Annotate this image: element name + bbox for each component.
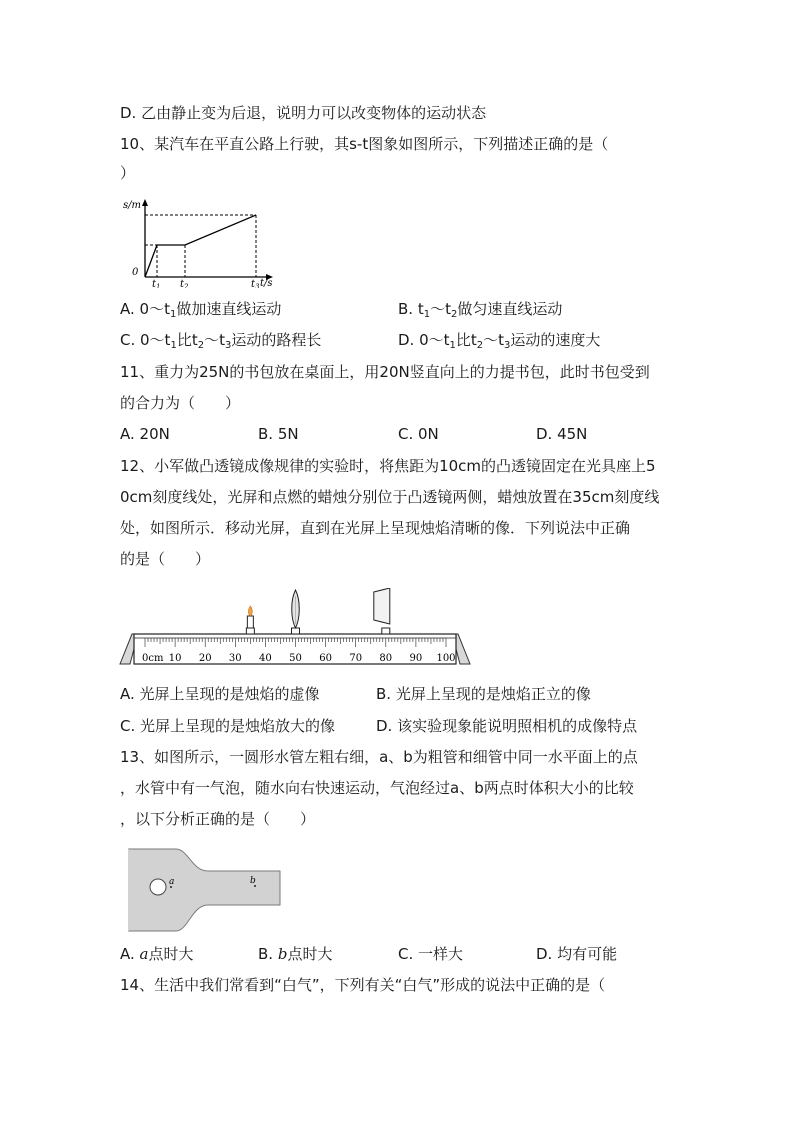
q9-option-d: D. 乙由静止变为后退，说明力可以改变物体的运动状态 [120,104,487,122]
candle-holder [246,628,254,634]
ruler-label: 0cm [142,653,164,664]
q14-stem-line1: 14、生活中我们常看到“白气”，下列有关“白气”形成的说法中正确的是（ [120,976,606,994]
candle [246,606,254,634]
q12-stem-line3: 处，如图所示．移动光屏，直到在光屏上呈现烛焰清晰的像．下列说法中正确 [120,519,631,537]
y-axis-label: s/m [123,200,141,211]
q13-stem-line2: ，水管中有一气泡，随水向右快速运动，气泡经过a、b两点时体积大小的比较 [120,779,634,797]
point-b-label: b [250,876,256,886]
st-curve [145,215,256,277]
air-bubble [150,879,166,895]
q11-option-d: D. 45N [536,425,588,443]
t2-label: $t_2$ [180,279,189,288]
q11-option-c: C. 0N [398,425,439,443]
candle-flame [248,606,252,616]
ruler-label: 100 [436,653,456,664]
q10-option-d: D. $0\sim t_1$比$t_2\sim t_3$运动的速度大 [398,331,601,351]
ruler-label: 10 [168,653,182,664]
q10-option-b: B. $t_1\sim t_2$做匀速直线运动 [398,300,563,320]
light-screen [374,588,390,634]
t3-label: $t_3$ [251,279,260,288]
ruler-label: 50 [289,653,302,664]
candle-body [247,616,253,628]
q13-stem-line1: 13、如图所示，一圆形水管左粗右细，a、b为粗管和细管中同一水平面上的点 [120,748,638,766]
q11-stem-line1: 11、重力为25N的书包放在桌面上，用20N竖直向上的力提书包，此时书包受到 [120,363,650,381]
q13-option-c: C. 一样大 [398,945,464,963]
t1-label: $t_1$ [152,279,161,288]
origin-label: 0 [132,267,139,278]
optical-bench-figure [118,588,472,668]
q12-stem-line2: 0cm刻度线处，光屏和点燃的蜡烛分别位于凸透镜两侧，蜡烛放置在35cm刻度线 [120,488,660,506]
q10-option-a: A. $0\sim t_1$做加速直线运动 [120,300,282,320]
q13-option-d: D. 均有可能 [536,945,618,963]
ruler-label: 80 [379,653,393,664]
ruler-label: 20 [198,653,212,664]
q12-option-c: C. 光屏上呈现的是烛焰放大的像 [120,717,336,735]
screen-holder [382,628,390,634]
q10-option-c: C. $0\sim t_1$比$t_2\sim t_3$运动的路程长 [120,331,322,351]
q12-option-d: D. 该实验现象能说明照相机的成像特点 [376,717,638,735]
screen-panel [374,588,390,624]
q13-option-a: A. a点时大 [120,945,194,963]
q10-st-graph [120,196,280,288]
ruler-label: 70 [349,653,363,664]
ruler-label: 60 [319,653,332,664]
y-axis-arrow [142,199,148,206]
ruler-label: 40 [259,653,272,664]
ruler-label: 30 [228,653,242,664]
x-axis-label: t/s [260,278,273,288]
water-pipe-figure [128,847,282,933]
point-a-label: a [169,877,175,887]
q11-stem-line2: 的合力为（ ） [120,394,241,412]
ruler-label: 90 [409,653,423,664]
q11-option-b: B. 5N [258,425,299,443]
q11-option-a: A. 20N [120,425,170,443]
q12-option-b: B. 光屏上呈现的是烛焰正立的像 [376,685,591,703]
q12-option-a: A. 光屏上呈现的是烛焰的虚像 [120,685,320,703]
convex-lens [292,590,300,634]
q12-stem-line1: 12、小军做凸透镜成像规律的实验时，将焦距为10cm的凸透镜固定在光具座上5 [120,457,656,475]
q10-stem-line1: 10、某汽车在平直公路上行驶，其s-t图象如图所示，下列描述正确的是（ [120,135,609,153]
q12-stem-line4: 的是（ ） [120,550,211,568]
q13-option-b: B. b点时大 [258,945,333,963]
q10-stem-line2: ） [120,164,136,182]
q13-stem-line3: ，以下分析正确的是（ ） [120,810,316,828]
